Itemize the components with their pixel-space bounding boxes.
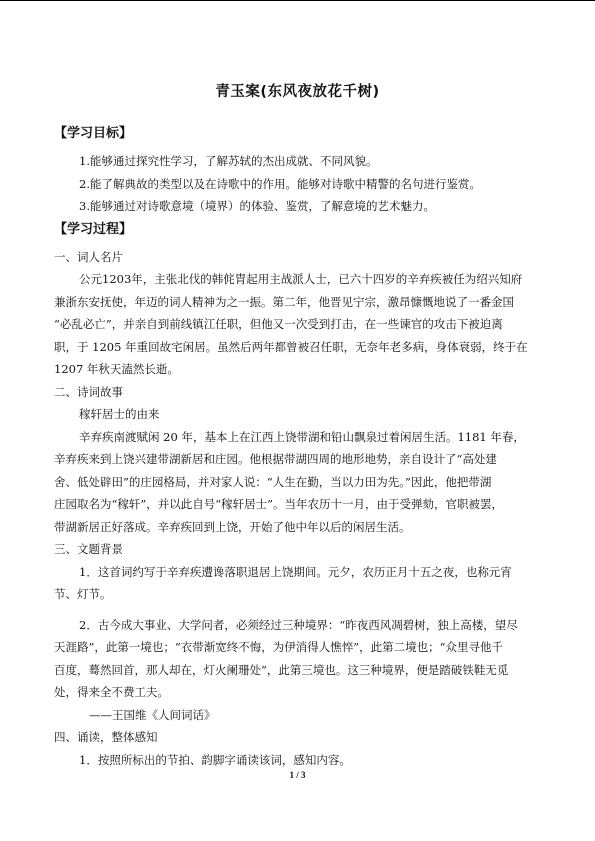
paragraph-line: 节、灯节。 <box>54 587 112 601</box>
goals-heading: 【学习目标】 <box>54 126 133 141</box>
paragraph-line: 兼浙东安抚使，年迈的词人精神为之一振。第二年，他晋见宁宗，激昂慷慨地说了一番金国 <box>54 294 514 309</box>
document-body <box>54 124 542 771</box>
paragraph-line: 1．这首词约写于辛弃疾遭谗落职退居上饶期间。元夕，农历正月十五之夜，也称元宵 <box>79 564 512 579</box>
document-title: 青玉案(东风夜放花千树) <box>215 84 380 100</box>
section-heading-reading: 四、诵读，整体感知 <box>54 730 158 744</box>
story-subheading: 稼轩居士的由来 <box>79 407 160 421</box>
goal-item: 3.能够通过对诗歌意境（境界）的体验、鉴赏，了解意境的艺术魅力。 <box>79 199 435 213</box>
paragraph-line: 天涯路”，此第一境也；“衣带渐宽终不悔，为伊消得人憔悴”，此第二境也；“众里寻他千 <box>54 640 504 654</box>
paragraph-line: 辛弃疾南渡赋闲 20 年，基本上在江西上饶带湖和铅山飘泉过着闲居生活。1181 年春， <box>79 429 525 444</box>
paragraph-line: 舍、低处辟田”的庄园格局，并对家人说：“人生在勤，当以力田为先。”因此，他把带湖 <box>54 474 492 489</box>
section-heading-background: 三、文题背景 <box>54 542 123 556</box>
paragraph-line: 辛弃疾来到上饶兴建带湖新居和庄园。他根据带湖四周的地形地势，亲自设计了“高处建 <box>54 452 497 466</box>
paragraph-line: “必乱必亡”，并亲自到前线镇江任职，但他又一次受到打击，在一些谏官的攻击下被迫离 <box>54 317 503 331</box>
paragraph-line: 百度，蓦然回首，那人却在，灯火阑珊处”，此第三境也。这三种境界，便是踏破铁鞋无觅 <box>54 662 509 677</box>
reading-item: 1．按照所标出的节拍、韵脚字诵读该词，感知内容。 <box>79 752 351 767</box>
paragraph-line: 带湖新居正好落成。辛弃疾回到上饶，开始了他中年以后的闲居生活。 <box>54 519 411 534</box>
page-number: 1 / 3 <box>289 770 306 780</box>
quote-source: ——王国维《人间词话》 <box>89 707 216 722</box>
paragraph-line: 1207 年秋天溘然长逝。 <box>54 362 179 376</box>
section-heading-story: 二、诗词故事 <box>54 384 123 399</box>
section-heading-poet: 一、词人名片 <box>54 249 123 264</box>
process-heading: 【学习过程】 <box>54 221 133 237</box>
paragraph-line: 职，于 1205 年重回故宅闲居。虽然后两年都曾被召任职，无奈年老多病，身体衰弱，终于在 <box>54 339 528 354</box>
paragraph-line: 处，得来全不费工夫。 <box>54 685 169 699</box>
paragraph-line: 公元1203年，主张北伐的韩侂胄起用主战派人士，已六十四岁的辛弃疾被任为绍兴知府 <box>79 272 523 286</box>
paragraph-line: 庄园取名为“稼轩”，并以此自号“稼轩居士”。当年农历十一月，由于受弹劾，官职被罢， <box>54 497 504 511</box>
goal-item: 2.能了解典故的类型以及在诗歌中的作用。能够对诗歌中精警的名句进行鉴赏。 <box>79 176 481 191</box>
goal-item: 1.能够通过探究性学习，了解苏轼的杰出成就、不同风貌。 <box>79 154 378 168</box>
paragraph-line: 2．古今成大事业、大学问者，必须经过三种境界：“昨夜西风凋碧树，独上高楼，望尽 <box>79 617 518 632</box>
top-rule <box>0 0 595 1</box>
